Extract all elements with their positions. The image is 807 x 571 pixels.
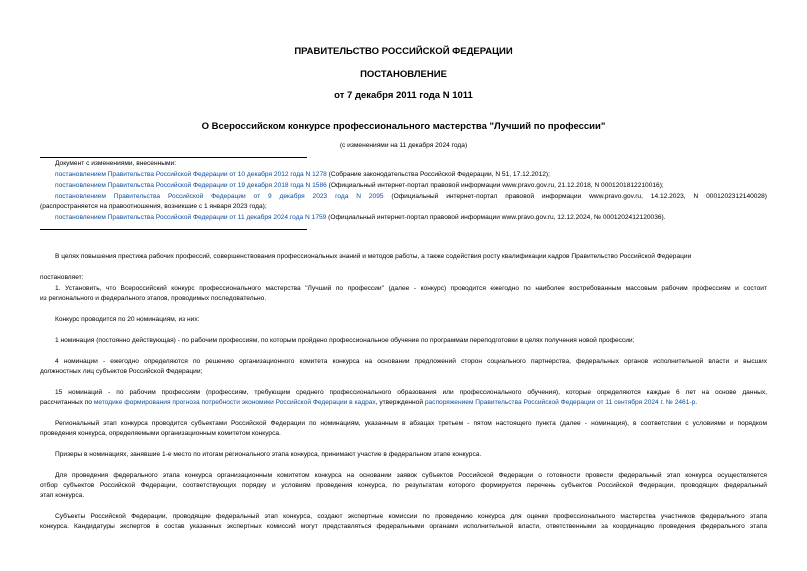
paragraph-federal-line-3: этап конкурса. (40, 492, 85, 499)
paragraph-nomination-1: 1 номинация (постоянно действующая) - по рабочим профессиям, по которым пройдено профессиональное обучение по программам переподготовки в целях получения новой профессии; (55, 337, 635, 344)
amendment-source: (Официальный интернет-портал правовой информации www.pravo.gov.ru, 12.12.2024, № 0001202412120036). (326, 214, 666, 221)
paragraph-1-line-2: из регионального и федерального этапов, проводимых последовательно. (40, 295, 267, 302)
document-type: ПОСТАНОВЛЕНИЕ (360, 69, 447, 80)
paragraph-regional-line-2: проведения конкурса, определяемыми организационным комитетом конкурса. (40, 430, 281, 437)
paragraph-nomination-4-line-2: должностных лиц субъектов Российской Федерации; (40, 368, 203, 375)
paragraph-1-line-1: 1. Установить, что Всероссийский конкурс профессионального мастерства "Лучший по профессии" (далее - конкурс) проводится ежегодно по наиболее востребованным массовым рабочим профессиям и состоит (55, 285, 767, 292)
amendment-source: (Официальный интернет-портал правовой информации www.pravo.gov.ru, 21.12.2018, N 0001201812210016); (326, 182, 664, 189)
amendment-link-2023[interactable]: постановлением Правительства Российской Федерации от 9 декабря 2023 года N 2095 (55, 193, 384, 200)
text-run: . (695, 399, 698, 406)
methodology-link[interactable]: методике формирования прогноза потребности экономики Российской Федерации в кадрах (93, 399, 376, 406)
paragraph-federal-line-2: отбор субъектов Российской Федерации, соответствующих порядку и условиям проведения конкурса, по результатам которого формируется перечень субъектов Российской Федерации, проводящих федеральный (40, 482, 767, 489)
revision-note: (с изменениями на 11 декабря 2024 года) (339, 142, 468, 149)
document-title: О Всероссийском конкурсе профессионального мастерства "Лучший по профессии" (201, 121, 606, 132)
divider-bottom (40, 229, 307, 230)
text-run: , утвержденной (375, 399, 425, 406)
paragraph-regional-line-1: Региональный этап конкурса проводится субъектами Российской Федерации по номинациям, указанным в абзацах третьем - пятом настоящего пункта (далее - номинация), в соответствии с условиями и порядком (55, 420, 767, 427)
decrees-word: постановляет: (40, 274, 84, 281)
amendment-link-2018[interactable]: постановлением Правительства Российской Федерации от 19 декабря 2018 года N 1586 (55, 182, 327, 189)
paragraph-nomination-15-line-2 (40, 399, 697, 407)
paragraph-experts-line-2: конкурса. Кандидатуры экспертов в состав указанных экспертных комиссий могут представляться федеральными органами исполнительной власти, ответственными за координацию проведения федерального этапа (40, 523, 767, 530)
paragraph-nominations: Конкурс проводится по 20 номинациям, из них: (55, 316, 200, 323)
amendment-item (55, 171, 550, 179)
amendment-source: (Собрание законодательства Российской Федерации, N 51, 17.12.2012); (326, 171, 550, 178)
document-date-number: от 7 декабря 2011 года N 1011 (334, 90, 473, 101)
amendment-link-2024[interactable]: постановлением Правительства Российской Федерации от 11 декабря 2024 года N 1759 (55, 214, 327, 221)
paragraph-nomination-4-line-1: 4 номинации - ежегодно определяются по решению организационного комитета конкурса на основании предложений сторон социального партнерства, федеральных органов исполнительной власти и высших (55, 358, 767, 365)
issuing-authority: ПРАВИТЕЛЬСТВО РОССИЙСКОЙ ФЕДЕРАЦИИ (294, 46, 513, 57)
paragraph-experts-line-1: Субъекты Российской Федерации, проводящие федеральный этап конкурса, создают экспертные комиссии по проведению конкурса для оценки профессионального мастерства участников федерального этапа (55, 513, 767, 520)
divider-top (40, 157, 307, 158)
amendment-item (55, 182, 664, 190)
amendment-link-2012[interactable]: постановлением Правительства Российской Федерации от 10 декабря 2012 года N 1278 (55, 171, 327, 178)
government-order-link[interactable]: распоряжением Правительства Российской Федерации от 11 сентября 2024 г. № 2461-р (424, 399, 696, 406)
paragraph-nomination-15-line-1: 15 номинаций - по рабочим профессиям (профессиям, требующим среднего профессионального образования или профессионального обучения), которые определяются каждые 6 лет на основе данных, (55, 389, 767, 396)
text-run: рассчитанных по (40, 399, 94, 406)
amendment-item (55, 193, 767, 201)
paragraph-winners: Призеры в номинациях, занявшие 1-е место по итогам регионального этапа конкурса, принимают участие в федеральном этапе конкурса. (55, 451, 482, 458)
paragraph-federal-line-1: Для проведения федерального этапа конкурса организационным комитетом конкурса на основании заявок субъектов Российской Федерации о готовности провести федеральный этап конкурса осуществляется (55, 472, 767, 479)
amendment-item (55, 214, 666, 222)
amendments-intro: Документ с изменениями, внесенными: (55, 160, 177, 167)
preamble: В целях повышения престижа рабочих профессий, совершенствования профессиональных знаний и методов работы, а также содействия росту квалификации кадров Правительство Российской Федерации (55, 253, 692, 260)
amendment-source: (Официальный интернет-портал правовой информации www.pravo.gov.ru, 14.12.2023, N 0001202312140028) (383, 193, 768, 200)
amendment-continuation: (распространяется на правоотношения, возникшие с 1 января 2023 года); (40, 203, 267, 210)
